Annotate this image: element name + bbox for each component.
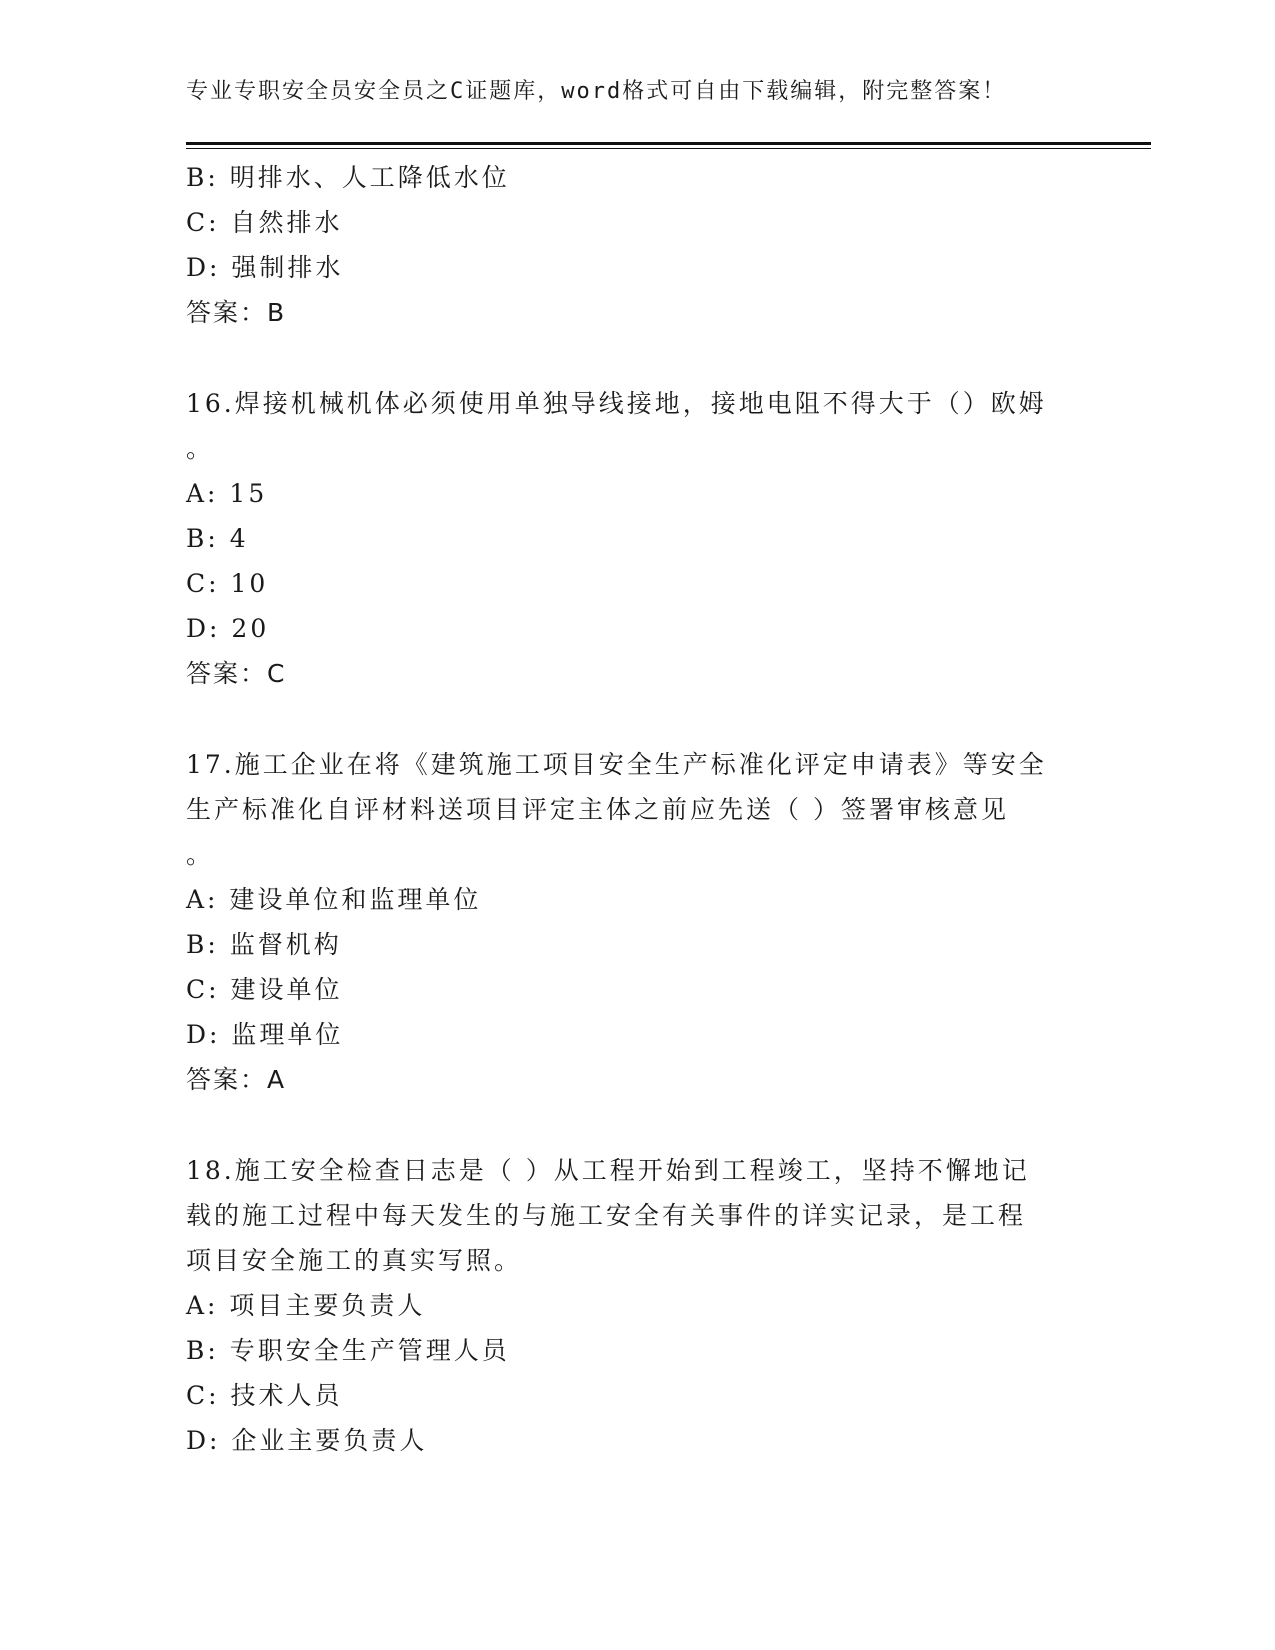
option-a: A: 建设单位和监理单位 [186,885,482,914]
option-b: B: 监督机构 [186,930,342,959]
option-d: D: 强制排水 [186,253,344,282]
option-d: D: 20 [186,614,270,643]
answer-line: 答案：A [186,1065,287,1094]
option-c: C: 建设单位 [186,975,343,1004]
option-d: D: 企业主要负责人 [186,1426,428,1455]
spacer [186,696,1066,742]
header-rule-thin [186,148,1151,149]
question-15-tail [186,155,1066,335]
spacer [186,1102,1066,1148]
stem-line: 17.施工企业在将《建筑施工项目安全生产标准化评定申请表》等安全 [186,750,1047,779]
question-content [186,155,1066,1463]
stem-line: 生产标准化自评材料送项目评定主体之前应先送（ ）签署审核意见 [186,795,1009,824]
spacer [186,335,1066,381]
option-d: D: 监理单位 [186,1020,344,1049]
question-18 [186,1148,1066,1463]
question-17 [186,742,1066,1102]
option-a: A: 15 [186,479,268,508]
question-stem [186,1148,1066,1283]
question-stem [186,742,1066,877]
stem-line: 载的施工过程中每天发生的与施工安全有关事件的详实记录，是工程 [186,1201,1027,1230]
header-rule-thick [186,142,1151,145]
option-b: B: 专职安全生产管理人员 [186,1336,510,1365]
stem-line: 。 [186,840,215,869]
option-c: C: 技术人员 [186,1381,343,1410]
page-header: 专业专职安全员安全员之C证题库，word格式可自由下载编辑，附完整答案！ [186,79,1007,104]
stem-line: 项目安全施工的真实写照。 [186,1246,523,1275]
stem-line: 16.焊接机械机体必须使用单独导线接地，接地电阻不得大于（）欧姆 [186,389,1047,418]
option-c: C: 自然排水 [186,208,343,237]
answer-line: 答案：C [186,659,287,688]
option-c: C: 10 [186,569,269,598]
option-b: B: 4 [186,524,249,553]
stem-line: 。 [186,434,215,463]
answer-line: 答案：B [186,298,287,327]
question-stem [186,381,1066,471]
question-16 [186,381,1066,696]
option-a: A: 项目主要负责人 [186,1291,426,1320]
stem-line: 18.施工安全检查日志是（ ）从工程开始到工程竣工，坚持不懈地记 [186,1156,1030,1185]
option-b: B: 明排水、人工降低水位 [186,163,510,192]
